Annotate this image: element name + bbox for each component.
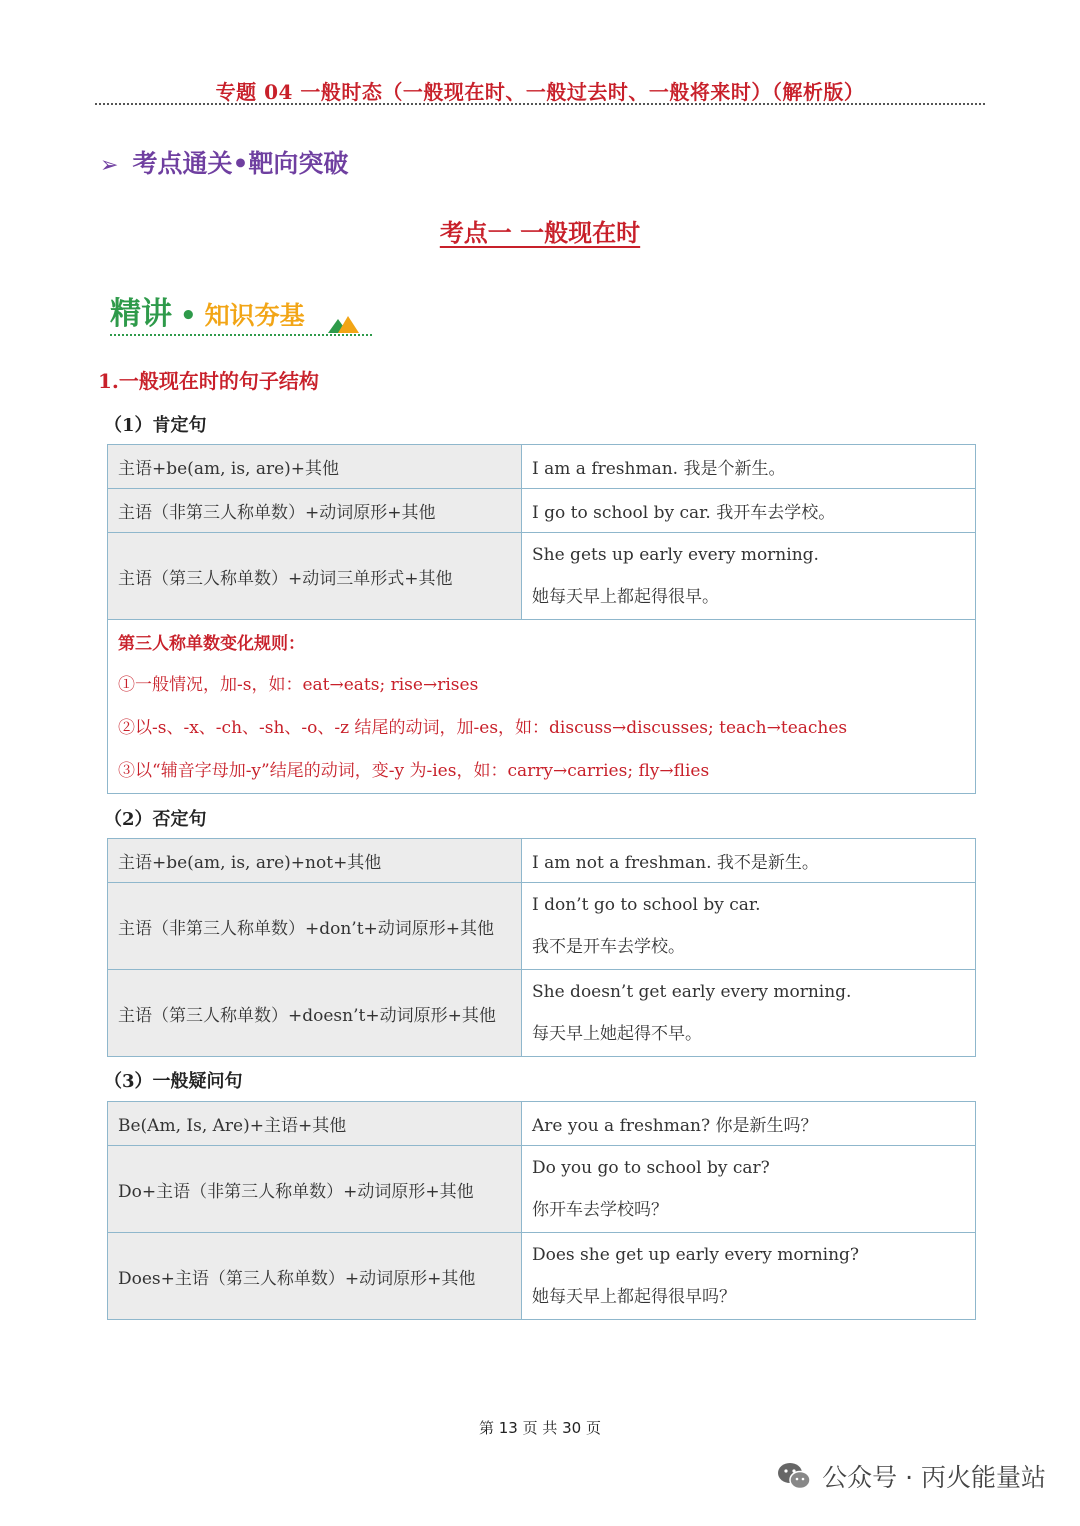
badge-part2: 知识夯基 [204, 301, 305, 330]
affirmative-table [107, 444, 976, 794]
example-cell: I am a freshman. 我是个新生。 [522, 445, 976, 489]
document-header-title: 专题 04 一般时态（一般现在时、一般过去时、一般将来时）（解析版） [215, 80, 865, 104]
example-cell: I am not a freshman. 我不是新生。 [522, 839, 976, 883]
example-cell: Are you a freshman? 你是新生吗？ [522, 1102, 976, 1146]
header-divider [95, 103, 985, 105]
watermark-text: 公众号 · 丙火能量站 [822, 1463, 1046, 1492]
example-line-zh: 我不是开车去学校。 [532, 937, 685, 957]
table-row [108, 970, 976, 1057]
page-number: 第 13 页 共 30 页 [478, 1419, 601, 1437]
rules-cell [108, 620, 976, 794]
question-label: （3）一般疑问句 [104, 1071, 243, 1092]
example-line-zh: 她每天早上都起得很早吗？ [532, 1287, 736, 1307]
rule-item: ①一般情况，加-s，如：eat→eats; rise→rises [118, 675, 479, 695]
table-row [108, 1233, 976, 1320]
table-row [108, 883, 976, 970]
table-row [108, 1146, 976, 1233]
structure-cell: Do+主语（非第三人称单数）+动词原形+其他 [108, 1146, 522, 1233]
table-row [108, 489, 976, 533]
structure-cell: 主语+be(am, is, are)+not+其他 [108, 839, 522, 883]
example-line-zh: 你开车去学校吗？ [532, 1200, 668, 1220]
badge-underline [110, 334, 372, 336]
question-table [107, 1101, 976, 1320]
structure-cell: Be(Am, Is, Are)+主语+其他 [108, 1102, 522, 1146]
structure-cell: 主语（第三人称单数）+动词三单形式+其他 [108, 533, 522, 620]
example-cell [522, 1233, 976, 1320]
mountain-icon [326, 313, 360, 335]
table-row [108, 445, 976, 489]
example-line-en: Does she get up early every morning? [532, 1245, 860, 1265]
rules-row [108, 620, 976, 794]
jingjiang-badge [110, 288, 375, 338]
example-line-zh: 每天早上她起得不早。 [532, 1024, 702, 1044]
table-row [108, 533, 976, 620]
structure-cell: 主语（第三人称单数）+doesn’t+动词原形+其他 [108, 970, 522, 1057]
kaodian-title [0, 213, 1080, 248]
rule-item: ③以“辅音字母加-y”结尾的动词，变-y 为-ies，如：carry→carries; fly→flies [118, 761, 710, 781]
example-cell [522, 970, 976, 1057]
table-row [108, 1102, 976, 1146]
structure-cell: 主语+be(am, is, are)+其他 [108, 445, 522, 489]
badge-part1: 精讲 [110, 296, 172, 332]
example-cell [522, 1146, 976, 1233]
negative-table [107, 838, 976, 1057]
badge-dot: • [180, 301, 197, 331]
example-line-en: I don’t go to school by car. [532, 895, 761, 915]
example-line-zh: 她每天早上都起得很早。 [532, 587, 719, 607]
section-heading [100, 144, 348, 180]
arrow-bullet-icon: ➢ [100, 153, 119, 178]
structure-cell: 主语（非第三人称单数）+动词原形+其他 [108, 489, 522, 533]
structure-cell: 主语（非第三人称单数）+don’t+动词原形+其他 [108, 883, 522, 970]
section-heading-text: 考点通关•靶向突破 [132, 149, 349, 178]
rules-title: 第三人称单数变化规则： [118, 634, 305, 654]
structure-cell: Does+主语（第三人称单数）+动词原形+其他 [108, 1233, 522, 1320]
rule-item: ②以-s、-x、-ch、-sh、-o、-z 结尾的动词，加-es，如：discuss→discusses; teach→teaches [118, 718, 848, 738]
table-row [108, 839, 976, 883]
example-cell [522, 883, 976, 970]
wechat-icon [776, 1461, 812, 1491]
subsection-title: 1.一般现在时的句子结构 [98, 369, 319, 393]
example-line-en: She doesn’t get early every morning. [532, 982, 852, 1002]
example-line-en: She gets up early every morning. [532, 545, 819, 565]
example-line-en: Do you go to school by car? [532, 1158, 770, 1178]
affirmative-label: （1）肯定句 [104, 415, 207, 436]
example-cell: I go to school by car. 我开车去学校。 [522, 489, 976, 533]
watermark [776, 1458, 1046, 1494]
example-cell [522, 533, 976, 620]
negative-label: （2）否定句 [104, 809, 207, 830]
kaodian-title-text: 考点一 一般现在时 [439, 218, 641, 247]
